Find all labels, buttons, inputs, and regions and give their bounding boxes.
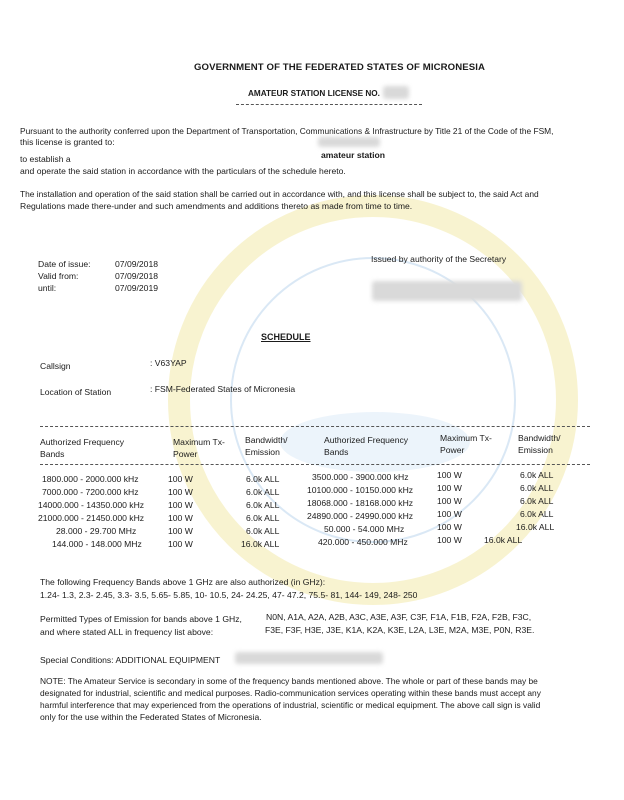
special-conditions: Special Conditions: ADDITIONAL EQUIPMENT [40, 655, 221, 665]
note-line-1: NOTE: The Amateur Service is secondary in some of the frequency bands mentioned above. The whole or part of these bands may be [40, 676, 538, 686]
callsign-label: Callsign [40, 361, 71, 371]
header-rule [236, 104, 422, 105]
note-line-3: harmful interference that may experienced from the operations of industrial, scientific or medical equipment. The above call sign is valid [40, 700, 541, 710]
emission-label-2: and where stated ALL in frequency list above: [40, 627, 214, 637]
right-freq-2: 10100.000 - 10150.000 kHz [307, 485, 414, 495]
callsign-value: : V63YAP [150, 358, 187, 368]
left-bw-5: 6.0k ALL [246, 526, 280, 536]
emission-label-1: Permitted Types of Emission for bands above 1 GHz, [40, 614, 242, 624]
right-power-5: 100 W [437, 522, 462, 532]
header-freq-left: Authorized Frequency Bands [40, 437, 125, 459]
left-freq-5: 28.000 - 29.700 MHz [56, 526, 137, 536]
location-value: : FSM-Federated States of Micronesia [150, 384, 296, 394]
header-power-right: Maximum Tx-Power [440, 433, 492, 455]
header-power-left: Maximum Tx-Power [173, 437, 225, 459]
left-power-5: 100 W [168, 526, 193, 536]
left-freq-1: 1800.000 - 2000.000 kHz [42, 474, 139, 484]
right-power-1: 100 W [437, 470, 462, 480]
ghz-bands: 1.24- 1.3, 2.3- 2.45, 3.3- 3.5, 5.65- 5.85, 10- 10.5, 24- 24.25, 47- 47.2, 75.5- 81, 144- 149, 248- 250 [40, 590, 418, 600]
right-bw-3: 6.0k ALL [520, 496, 554, 506]
header-freq-right: Authorized Frequency Bands [324, 435, 409, 457]
left-bw-4: 6.0k ALL [246, 513, 280, 523]
redacted-equipment [235, 652, 383, 664]
location-label: Location of Station [40, 387, 112, 397]
intro-line-4: and operate the said station in accordance with the particulars of the schedule hereto. [20, 166, 346, 176]
intro-line-3: to establish a [20, 154, 71, 164]
right-freq-5: 50.000 - 54.000 MHz [324, 524, 405, 534]
left-bw-3: 6.0k ALL [246, 500, 280, 510]
right-power-3: 100 W [437, 496, 462, 506]
intro-line-1: Pursuant to the authority conferred upon the Department of Transportation, Communications & Infrastructure by Title 21 of the Code of the FSM, [20, 126, 554, 136]
right-freq-1: 3500.000 - 3900.000 kHz [312, 472, 409, 482]
header-bw-left: Bandwidth/ Emission [245, 435, 288, 457]
date-issue-value: 07/09/2018 [115, 259, 159, 269]
left-power-6: 100 W [168, 539, 193, 549]
authority-label: Issued by authority of the Secretary [371, 254, 507, 264]
redacted-license-number [383, 86, 409, 99]
left-bw-1: 6.0k ALL [246, 474, 280, 484]
note-line-2: designated for industrial, scientific and medical purposes. Radio-communication services operating within these bands must accept any [40, 688, 541, 698]
ghz-intro: The following Frequency Bands above 1 GHz are also authorized (in GHz): [40, 577, 326, 587]
right-freq-3: 18068.000 - 18168.000 kHz [307, 498, 414, 508]
intro-line-2: this license is granted to: [20, 137, 115, 147]
left-power-4: 100 W [168, 513, 193, 523]
redacted-signature [372, 281, 522, 301]
schedule-title: SCHEDULE [261, 332, 311, 342]
left-power-2: 100 W [168, 487, 193, 497]
note-line-4: only for the use within the Federated States of Micronesia. [40, 712, 262, 722]
right-bw-2: 6.0k ALL [520, 483, 554, 493]
right-bw-5: 16.0k ALL [516, 522, 555, 532]
date-issue-label: Date of issue: [38, 259, 91, 269]
right-freq-6: 420.000 - 450.000 MHz [318, 537, 408, 547]
right-bw-6: 16.0k ALL [484, 535, 523, 545]
table-header-rule [40, 464, 590, 465]
left-freq-6: 144.000 - 148.000 MHz [52, 539, 142, 549]
header-bw-right: Bandwidth/ Emission [518, 433, 561, 455]
valid-until-label: until: [38, 283, 57, 293]
right-bw-1: 6.0k ALL [520, 470, 554, 480]
left-bw-6: 16.0k ALL [241, 539, 280, 549]
left-freq-4: 21000.000 - 21450.000 kHz [38, 513, 145, 523]
emission-list-2: F3E, F3F, H3E, J3E, K1A, K2A, K3E, L2A, L3E, M2A, M3E, P0N, R3E. [265, 625, 535, 635]
left-power-1: 100 W [168, 474, 193, 484]
table-top-rule [40, 426, 590, 427]
valid-from-label: Valid from: [38, 271, 79, 281]
license-number-label: AMATEUR STATION LICENSE NO. [248, 89, 380, 98]
redacted-licensee-name [318, 137, 380, 147]
right-power-6: 100 W [437, 535, 462, 545]
right-power-4: 100 W [437, 509, 462, 519]
right-freq-4: 24890.000 - 24990.000 kHz [307, 511, 414, 521]
valid-until-value: 07/09/2019 [115, 283, 159, 293]
left-freq-2: 7000.000 - 7200.000 kHz [42, 487, 139, 497]
valid-from-value: 07/09/2018 [115, 271, 159, 281]
right-power-2: 100 W [437, 483, 462, 493]
government-title: GOVERNMENT OF THE FEDERATED STATES OF MICRONESIA [194, 62, 486, 73]
right-bw-4: 6.0k ALL [520, 509, 554, 519]
emission-list-1: N0N, A1A, A2A, A2B, A3C, A3E, A3F, C3F, F1A, F1B, F2A, F2B, F3C, [266, 612, 532, 622]
left-bw-2: 6.0k ALL [246, 487, 280, 497]
conditions-line-2: Regulations made there-under and such amendments and additions thereto as made from time to time. [20, 201, 413, 211]
station-type: amateur station [321, 150, 385, 160]
conditions-line-1: The installation and operation of the said station shall be carried out in accordance with, and this license shall be subject to, the said Act and [20, 189, 539, 199]
left-freq-3: 14000.000 - 14350.000 kHz [38, 500, 145, 510]
left-power-3: 100 W [168, 500, 193, 510]
